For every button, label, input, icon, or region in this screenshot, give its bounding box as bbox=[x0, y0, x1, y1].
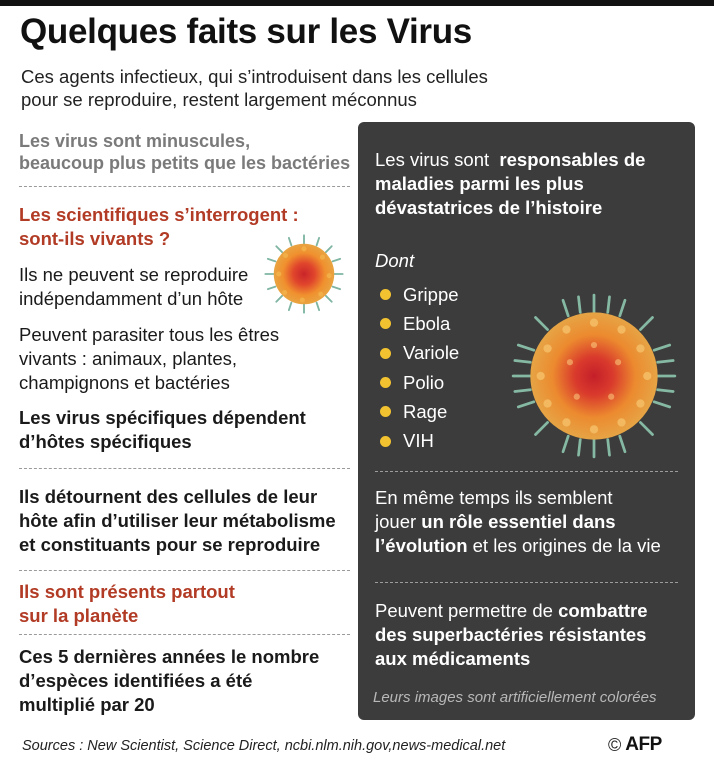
afp-logo: AFP bbox=[625, 734, 662, 755]
bullet-icon bbox=[380, 348, 391, 359]
list-item: Ebola bbox=[380, 309, 459, 338]
divider bbox=[19, 634, 350, 635]
top-rule bbox=[0, 0, 714, 6]
disease-list bbox=[380, 280, 459, 456]
image-note: Leurs images sont artificiellement colorées bbox=[373, 689, 657, 706]
bullet-icon bbox=[380, 436, 391, 447]
bullet-icon bbox=[380, 377, 391, 388]
fact-hijack: Ils détournent des cellules de leur hôte afin d’utiliser leur métabolisme et constituants pour se reproduire bbox=[19, 486, 336, 555]
list-item: Rage bbox=[380, 397, 459, 426]
list-item: VIH bbox=[380, 426, 459, 455]
fact-alive-heading: Les scientifiques s’interrogent : sont-ils vivants ? bbox=[19, 204, 299, 249]
diseases-panel bbox=[358, 122, 695, 720]
list-item: Variole bbox=[380, 339, 459, 368]
fact-species: Ces 5 dernières années le nombre d’espèces identifiées a été multiplié par 20 bbox=[19, 646, 320, 715]
copyright-symbol: © bbox=[608, 734, 622, 755]
virus-large-icon bbox=[508, 290, 680, 462]
list-item: Polio bbox=[380, 368, 459, 397]
fact-parasite: Peuvent parasiter tous les êtres vivants : animaux, plantes, champignons et bactéries bbox=[19, 324, 280, 393]
page-title: Quelques faits sur les Virus bbox=[20, 12, 472, 51]
divider bbox=[19, 468, 350, 469]
panel-evolution: En même temps ils semblent jouer un rôle essentiel dans l’évolution et les origines de la vie bbox=[375, 487, 661, 556]
dont-label: Dont bbox=[375, 250, 415, 271]
fact-tiny: Les virus sont minuscules, beaucoup plus petits que les bactéries bbox=[19, 131, 351, 173]
list-item: Grippe bbox=[380, 280, 459, 309]
divider bbox=[375, 582, 678, 583]
fact-everywhere-heading: Ils sont présents partout sur la planète bbox=[19, 581, 235, 626]
sources: Sources : New Scientist, Science Direct, ncbi.nlm.nih.gov,news-medical.net bbox=[22, 738, 506, 754]
panel-responsible: Les virus sont responsables de maladies parmi les plus dévastatrices de l’histoire bbox=[375, 149, 646, 218]
bullet-icon bbox=[380, 318, 391, 329]
divider bbox=[375, 471, 678, 472]
bullet-icon bbox=[380, 289, 391, 300]
divider bbox=[19, 570, 350, 571]
page-subtitle: Ces agents infectieux, qui s’introduisent dans les cellules pour se reproduire, restent largement méconnus bbox=[21, 66, 488, 110]
credit bbox=[608, 734, 662, 756]
fact-reproduce: Ils ne peuvent se reproduire indépendamment d’un hôte bbox=[19, 264, 249, 309]
panel-combat: Peuvent permettre de combattre des superbactéries résistantes aux médicaments bbox=[375, 600, 648, 669]
divider bbox=[19, 186, 350, 187]
fact-specific: Les virus spécifiques dépendent d’hôtes spécifiques bbox=[19, 407, 306, 452]
virus-small-icon bbox=[262, 232, 346, 316]
bullet-icon bbox=[380, 406, 391, 417]
